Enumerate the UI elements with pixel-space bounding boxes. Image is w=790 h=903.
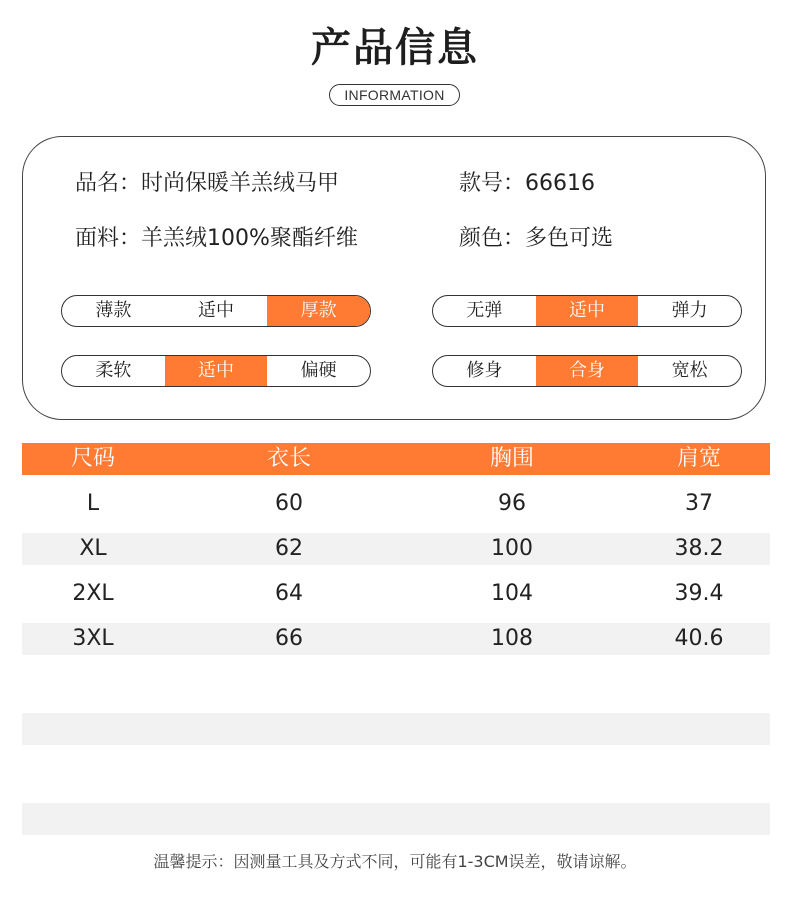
page-subtitle-badge: INFORMATION <box>329 84 460 106</box>
fabric-label: 面料： <box>75 226 142 251</box>
table-row <box>22 610 770 655</box>
table-row <box>22 565 770 610</box>
elasticity-option-stretch: 弹力 <box>671 300 708 321</box>
thickness-option-thin: 薄款 <box>95 300 132 321</box>
page-title: 产品信息 <box>311 25 479 71</box>
shoulder-cell: 37 <box>685 491 713 516</box>
chest-cell: 104 <box>491 581 533 606</box>
product-name-line <box>75 169 339 199</box>
header-size: 尺码 <box>70 446 115 471</box>
elasticity-option-medium: 适中 <box>536 296 639 326</box>
length-cell: 62 <box>275 536 303 561</box>
table-row <box>22 745 770 790</box>
style-number-line <box>459 169 595 199</box>
header-length: 衣长 <box>266 446 311 471</box>
elasticity-option-none: 无弹 <box>466 300 503 321</box>
table-row <box>22 790 770 835</box>
elasticity-scale <box>432 295 742 327</box>
fit-option-loose: 宽松 <box>671 360 708 381</box>
size-table <box>22 443 770 835</box>
color-line <box>459 224 613 254</box>
thickness-option-thick: 厚款 <box>267 296 370 326</box>
fabric-line <box>75 224 358 254</box>
size-cell: XL <box>79 536 107 561</box>
shoulder-cell: 39.4 <box>674 581 724 606</box>
table-row <box>22 655 770 700</box>
thickness-option-medium: 适中 <box>198 300 234 321</box>
length-cell: 60 <box>275 491 303 516</box>
product-info-card <box>22 136 766 420</box>
size-table-header <box>22 443 770 475</box>
softness-option-soft: 柔软 <box>95 360 132 381</box>
header-shoulder: 肩宽 <box>676 446 721 471</box>
length-cell: 66 <box>275 626 303 651</box>
color-label: 颜色： <box>459 226 526 251</box>
product-name-label: 品名： <box>75 171 142 196</box>
shoulder-cell: 38.2 <box>674 536 724 561</box>
size-cell: 2XL <box>72 581 114 606</box>
style-number-label: 款号： <box>459 171 526 196</box>
softness-option-medium: 适中 <box>165 356 268 386</box>
softness-option-stiff: 偏硬 <box>300 360 337 381</box>
thickness-scale <box>61 295 371 327</box>
chest-cell: 96 <box>498 491 526 516</box>
softness-scale <box>61 355 371 387</box>
fit-option-slim: 修身 <box>466 360 503 381</box>
size-cell: 3XL <box>72 626 114 651</box>
size-cell: L <box>86 491 100 516</box>
table-row <box>22 475 770 520</box>
length-cell: 64 <box>275 581 303 606</box>
table-row <box>22 520 770 565</box>
product-name-value: 时尚保暖羊羔绒马甲 <box>141 171 340 196</box>
shoulder-cell: 40.6 <box>674 626 724 651</box>
chest-cell: 100 <box>491 536 533 561</box>
style-number-value: 66616 <box>525 171 596 196</box>
fit-scale <box>432 355 742 387</box>
fit-option-regular: 合身 <box>536 356 639 386</box>
color-value: 多色可选 <box>525 226 614 251</box>
fabric-value: 羊羔绒100%聚酯纤维 <box>141 226 358 251</box>
table-row <box>22 700 770 745</box>
measurement-note: 温馨提示：因测量工具及方式不同，可能有1-3CM误差，敬请谅解。 <box>153 852 637 871</box>
header-chest: 胸围 <box>489 446 534 471</box>
chest-cell: 108 <box>491 626 533 651</box>
